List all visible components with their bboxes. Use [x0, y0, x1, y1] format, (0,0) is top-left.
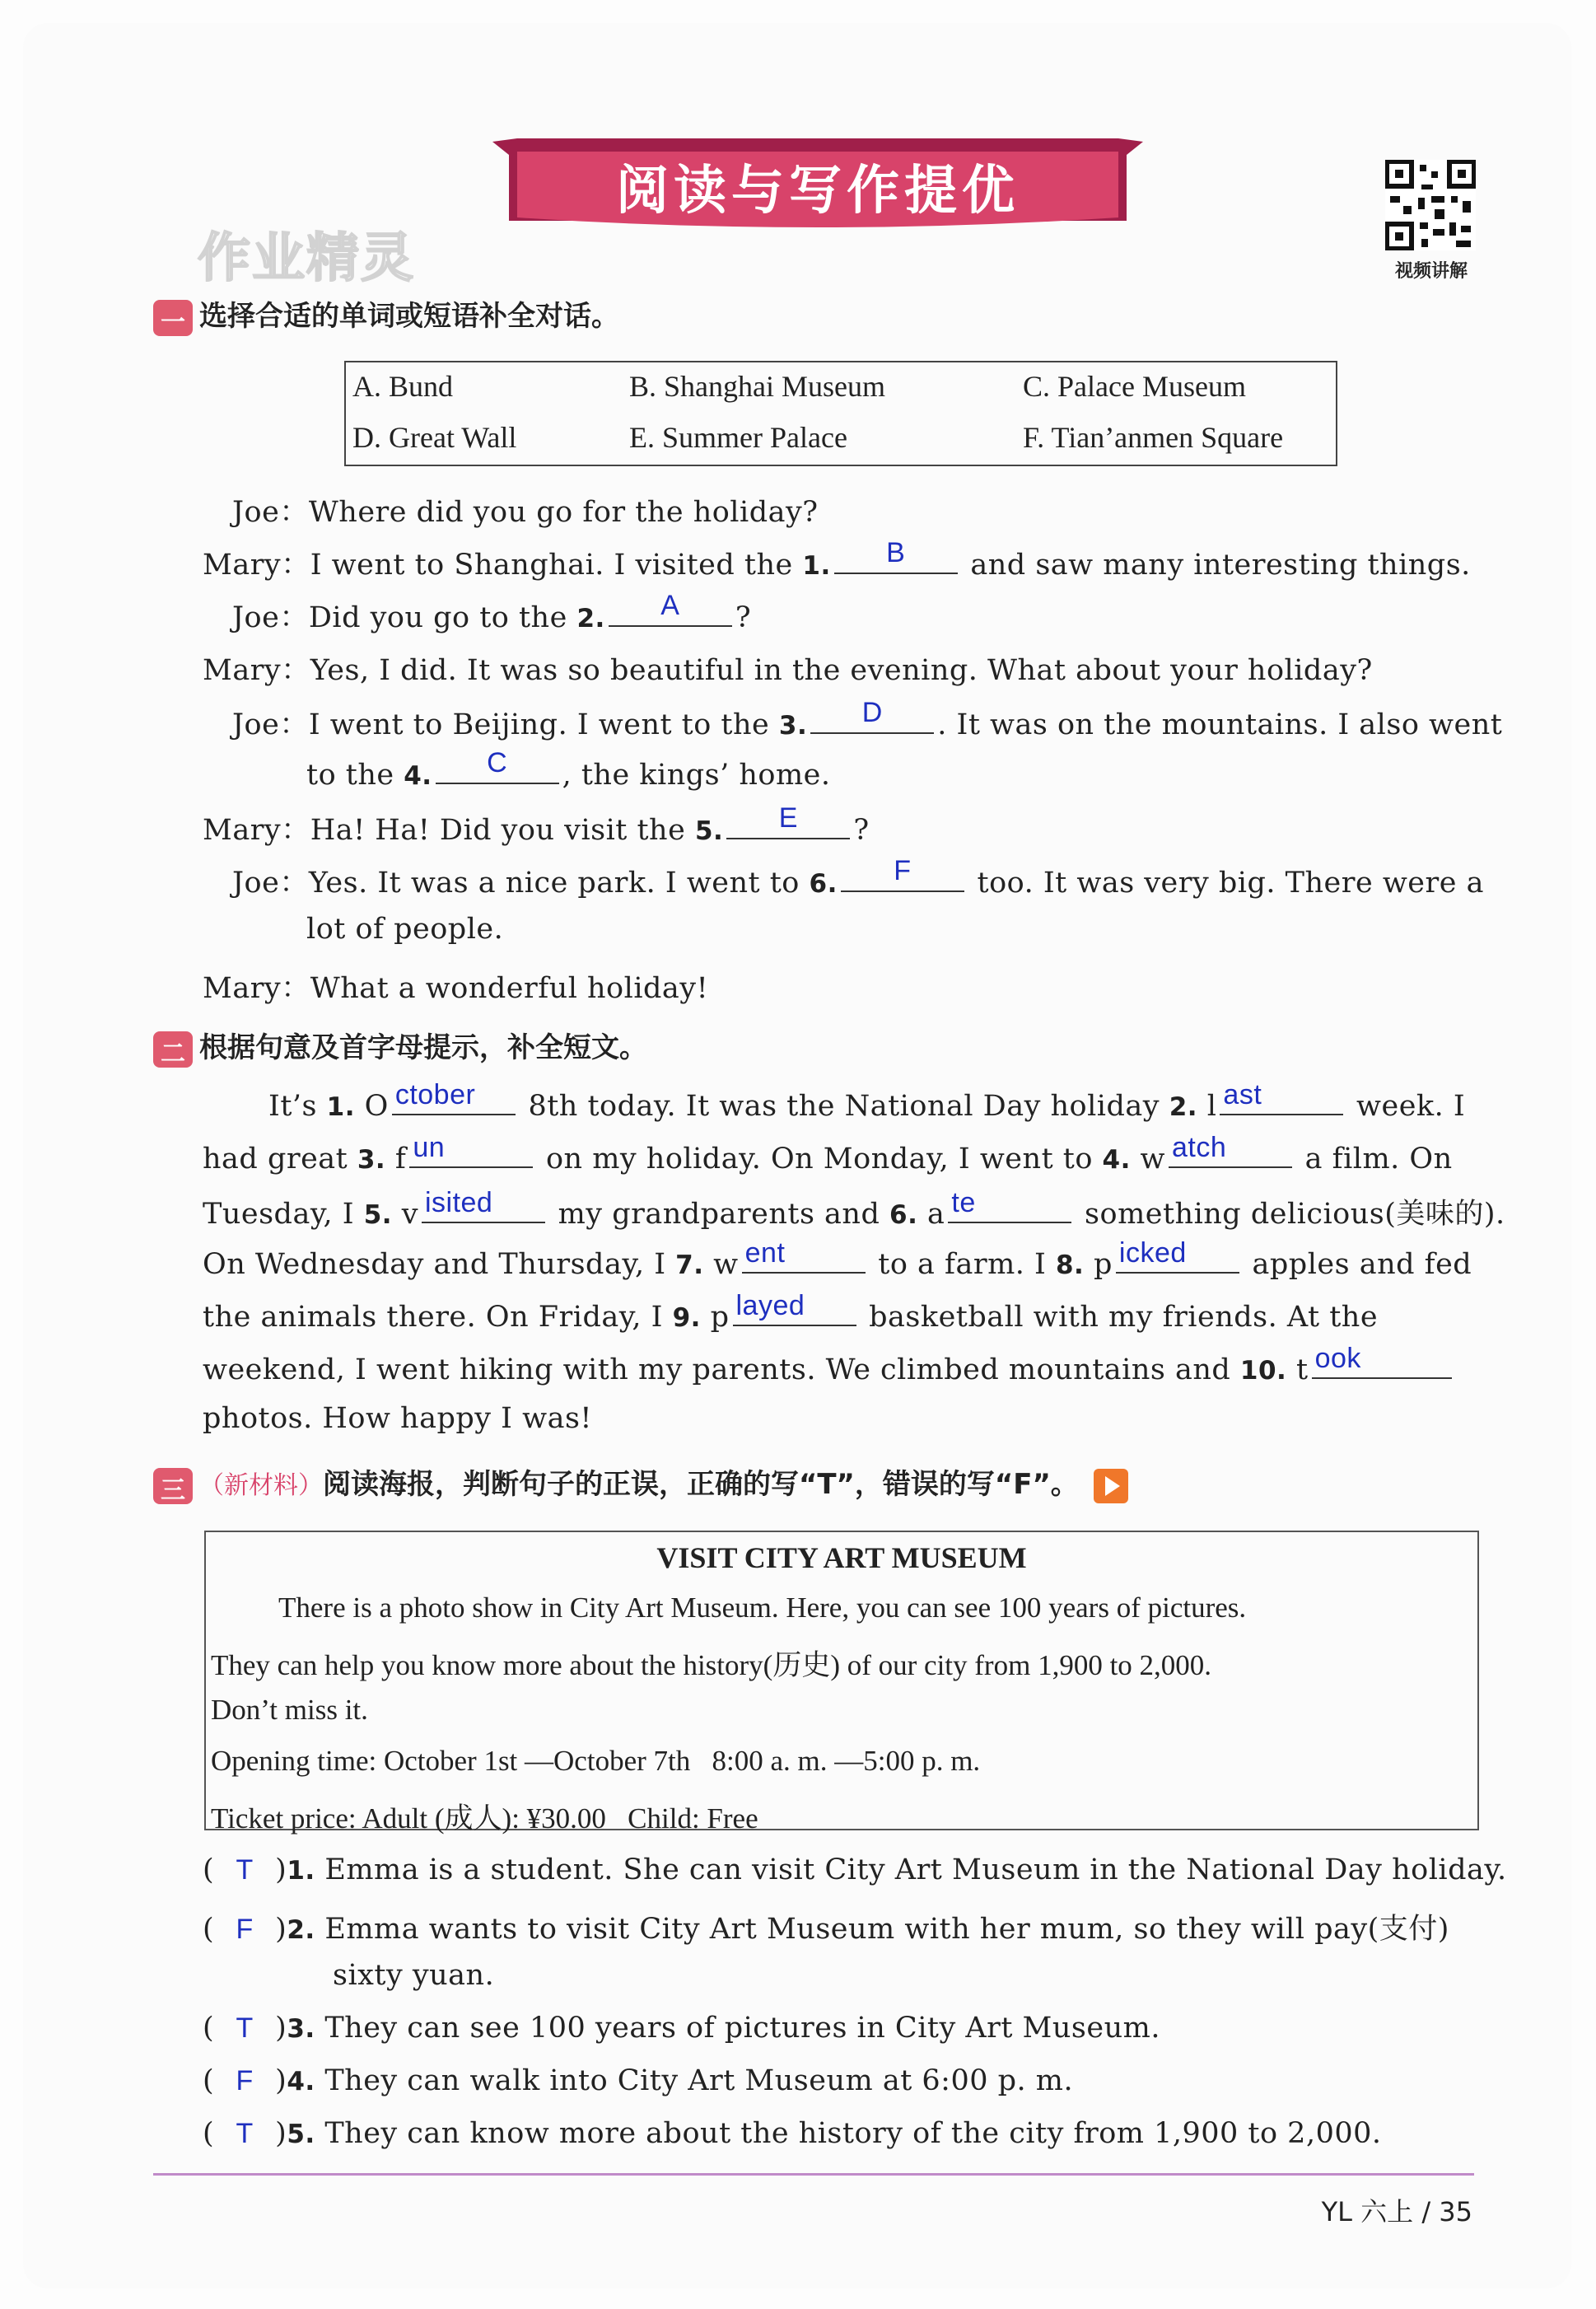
- passage-line-2: had great 3. f un on my holiday. On Monday, I went to 4. w atch a film. On: [203, 1132, 1453, 1176]
- poster-line-2: They can help you know more about the history(历史) of our city from 1,900 to 2,000.: [211, 1649, 1212, 1681]
- section3-badge: 三: [153, 1468, 193, 1504]
- passage-line-3: Tuesday, I 5. v isited my grandparents and 6. a te something delicious(美味的).: [203, 1187, 1505, 1231]
- dialogue-line-4: Mary：Yes, I did. It was so beautiful in the evening. What about your holiday?: [203, 654, 1373, 687]
- option-f: F. Tian’anmen Square: [1023, 421, 1284, 454]
- blank-p1[interactable]: ctober: [392, 1086, 516, 1115]
- video-play-icon[interactable]: [1094, 1469, 1128, 1503]
- blank-p9[interactable]: layed: [733, 1297, 856, 1326]
- dialogue-line-8: Joe：Yes. It was a nice park. I went to 6. F too. It was very big. There were a: [232, 855, 1484, 900]
- blank-p3[interactable]: un: [409, 1138, 533, 1168]
- blank-4[interactable]: C: [436, 755, 559, 784]
- dialogue-line-2: Mary：I went to Shanghai. I visited the 1. B and saw many interesting things.: [203, 537, 1471, 582]
- section3-heading: 三 （新材料）阅读海报，判断句子的正误，正确的写“T”，错误的写“F”。: [153, 1461, 1128, 1504]
- blank-3[interactable]: D: [810, 704, 934, 734]
- blank-p5[interactable]: isited: [422, 1194, 545, 1223]
- passage-line-7: photos. How happy I was!: [203, 1402, 592, 1435]
- passage-line-1: It’s 1. O ctober 8th today. It was the National Day holiday 2. l ast week. I: [268, 1079, 1466, 1123]
- judge-item-5: ( T )5. They can know more about the history of the city from 1,900 to 2,000.: [203, 2117, 1382, 2150]
- judge-item-2: ( F )2. Emma wants to visit City Art Museum with her mum, so they will pay(支付): [203, 1913, 1449, 1946]
- poster-line-4: Opening time: October 1st —October 7th 8:00 a. m. —5:00 p. m.: [211, 1745, 981, 1777]
- judge-answer-1[interactable]: T: [236, 1854, 254, 1886]
- passage-line-4: On Wednesday and Thursday, I 7. w ent to a farm. I 8. p icked apples and fed: [203, 1237, 1472, 1281]
- blank-6[interactable]: F: [841, 862, 964, 892]
- passage-line-5: the animals there. On Friday, I 9. p layed basketball with my friends. At the: [203, 1290, 1379, 1334]
- option-c: C. Palace Museum: [1023, 370, 1246, 403]
- blank-5[interactable]: E: [726, 810, 850, 839]
- title-banner: [492, 138, 1143, 231]
- section1-badge: 一: [153, 300, 193, 336]
- judge-item-1: ( T )1. Emma is a student. She can visit City Art Museum in the National Day holiday.: [203, 1853, 1507, 1886]
- judge-item-3: ( T )3. They can see 100 years of pictures in City Art Museum.: [203, 2012, 1160, 2045]
- dialogue-line-1: Joe：Where did you go for the holiday?: [232, 496, 819, 529]
- passage-line-6: weekend, I went hiking with my parents. We climbed mountains and 10. t ook: [203, 1349, 1455, 1386]
- poster-line-1: There is a photo show in City Art Museum. Here, you can see 100 years of pictures.: [278, 1592, 1247, 1624]
- poster: [204, 1531, 1479, 1835]
- footer-rule: [153, 2173, 1474, 2176]
- page-number: YL 六上 / 35: [1321, 2196, 1472, 2227]
- dialogue-line-3: Joe：Did you go to the 2. A ?: [232, 590, 752, 634]
- judge-answer-3[interactable]: T: [236, 2012, 254, 2044]
- blank-p4[interactable]: atch: [1169, 1138, 1292, 1168]
- blank-p10[interactable]: ook: [1312, 1349, 1452, 1379]
- blank-p8[interactable]: icked: [1116, 1244, 1239, 1274]
- word-bank: [344, 361, 1337, 466]
- blank-p2[interactable]: ast: [1220, 1086, 1343, 1115]
- judge-item-2-cont: sixty yuan.: [333, 1959, 495, 1992]
- section1-heading: 一 选择合适的单词或短语补全对话。: [153, 293, 619, 336]
- dialogue-line-6: to the 4. C , the kings’ home.: [306, 747, 831, 792]
- dialogue-line-5: Joe：I went to Beijing. I went to the 3. D . It was on the mountains. I also went: [232, 697, 1503, 741]
- blank-1[interactable]: B: [834, 545, 958, 574]
- dialogue-line-10: Mary：What a wonderful holiday!: [203, 972, 709, 1005]
- qr-code[interactable]: [1385, 160, 1476, 250]
- page-title: 阅读与写作提优: [616, 161, 1020, 222]
- poster-title: VISIT CITY ART MUSEUM: [656, 1541, 1027, 1574]
- dialogue-line-9: lot of people.: [306, 913, 504, 946]
- poster-line-5: Ticket price: Adult (成人): ¥30.00 Child: Free: [211, 1802, 758, 1835]
- option-b: B. Shanghai Museum: [629, 370, 885, 403]
- watermark: 作业精灵: [198, 228, 415, 289]
- qr-caption: 视频讲解: [1394, 261, 1468, 282]
- blank-p7[interactable]: ent: [742, 1244, 866, 1274]
- poster-line-3: Don’t miss it.: [211, 1694, 368, 1726]
- qr-code-icon: [1385, 160, 1476, 250]
- option-d: D. Great Wall: [352, 421, 517, 454]
- blank-2[interactable]: A: [609, 597, 732, 627]
- judge-answer-5[interactable]: T: [236, 2118, 254, 2149]
- judge-answer-2[interactable]: F: [236, 1914, 254, 1945]
- judge-item-4: ( F )4. They can walk into City Art Museum at 6:00 p. m.: [203, 2064, 1074, 2097]
- dialogue-line-7: Mary：Ha! Ha! Did you visit the 5. E ?: [203, 802, 870, 847]
- section2-badge: 二: [153, 1031, 193, 1068]
- option-a: A. Bund: [352, 370, 454, 403]
- section2-heading: 二 根据句意及首字母提示，补全短文。: [153, 1025, 647, 1068]
- option-e: E. Summer Palace: [629, 421, 847, 454]
- blank-p6[interactable]: te: [948, 1194, 1071, 1223]
- judge-answer-4[interactable]: F: [236, 2065, 254, 2096]
